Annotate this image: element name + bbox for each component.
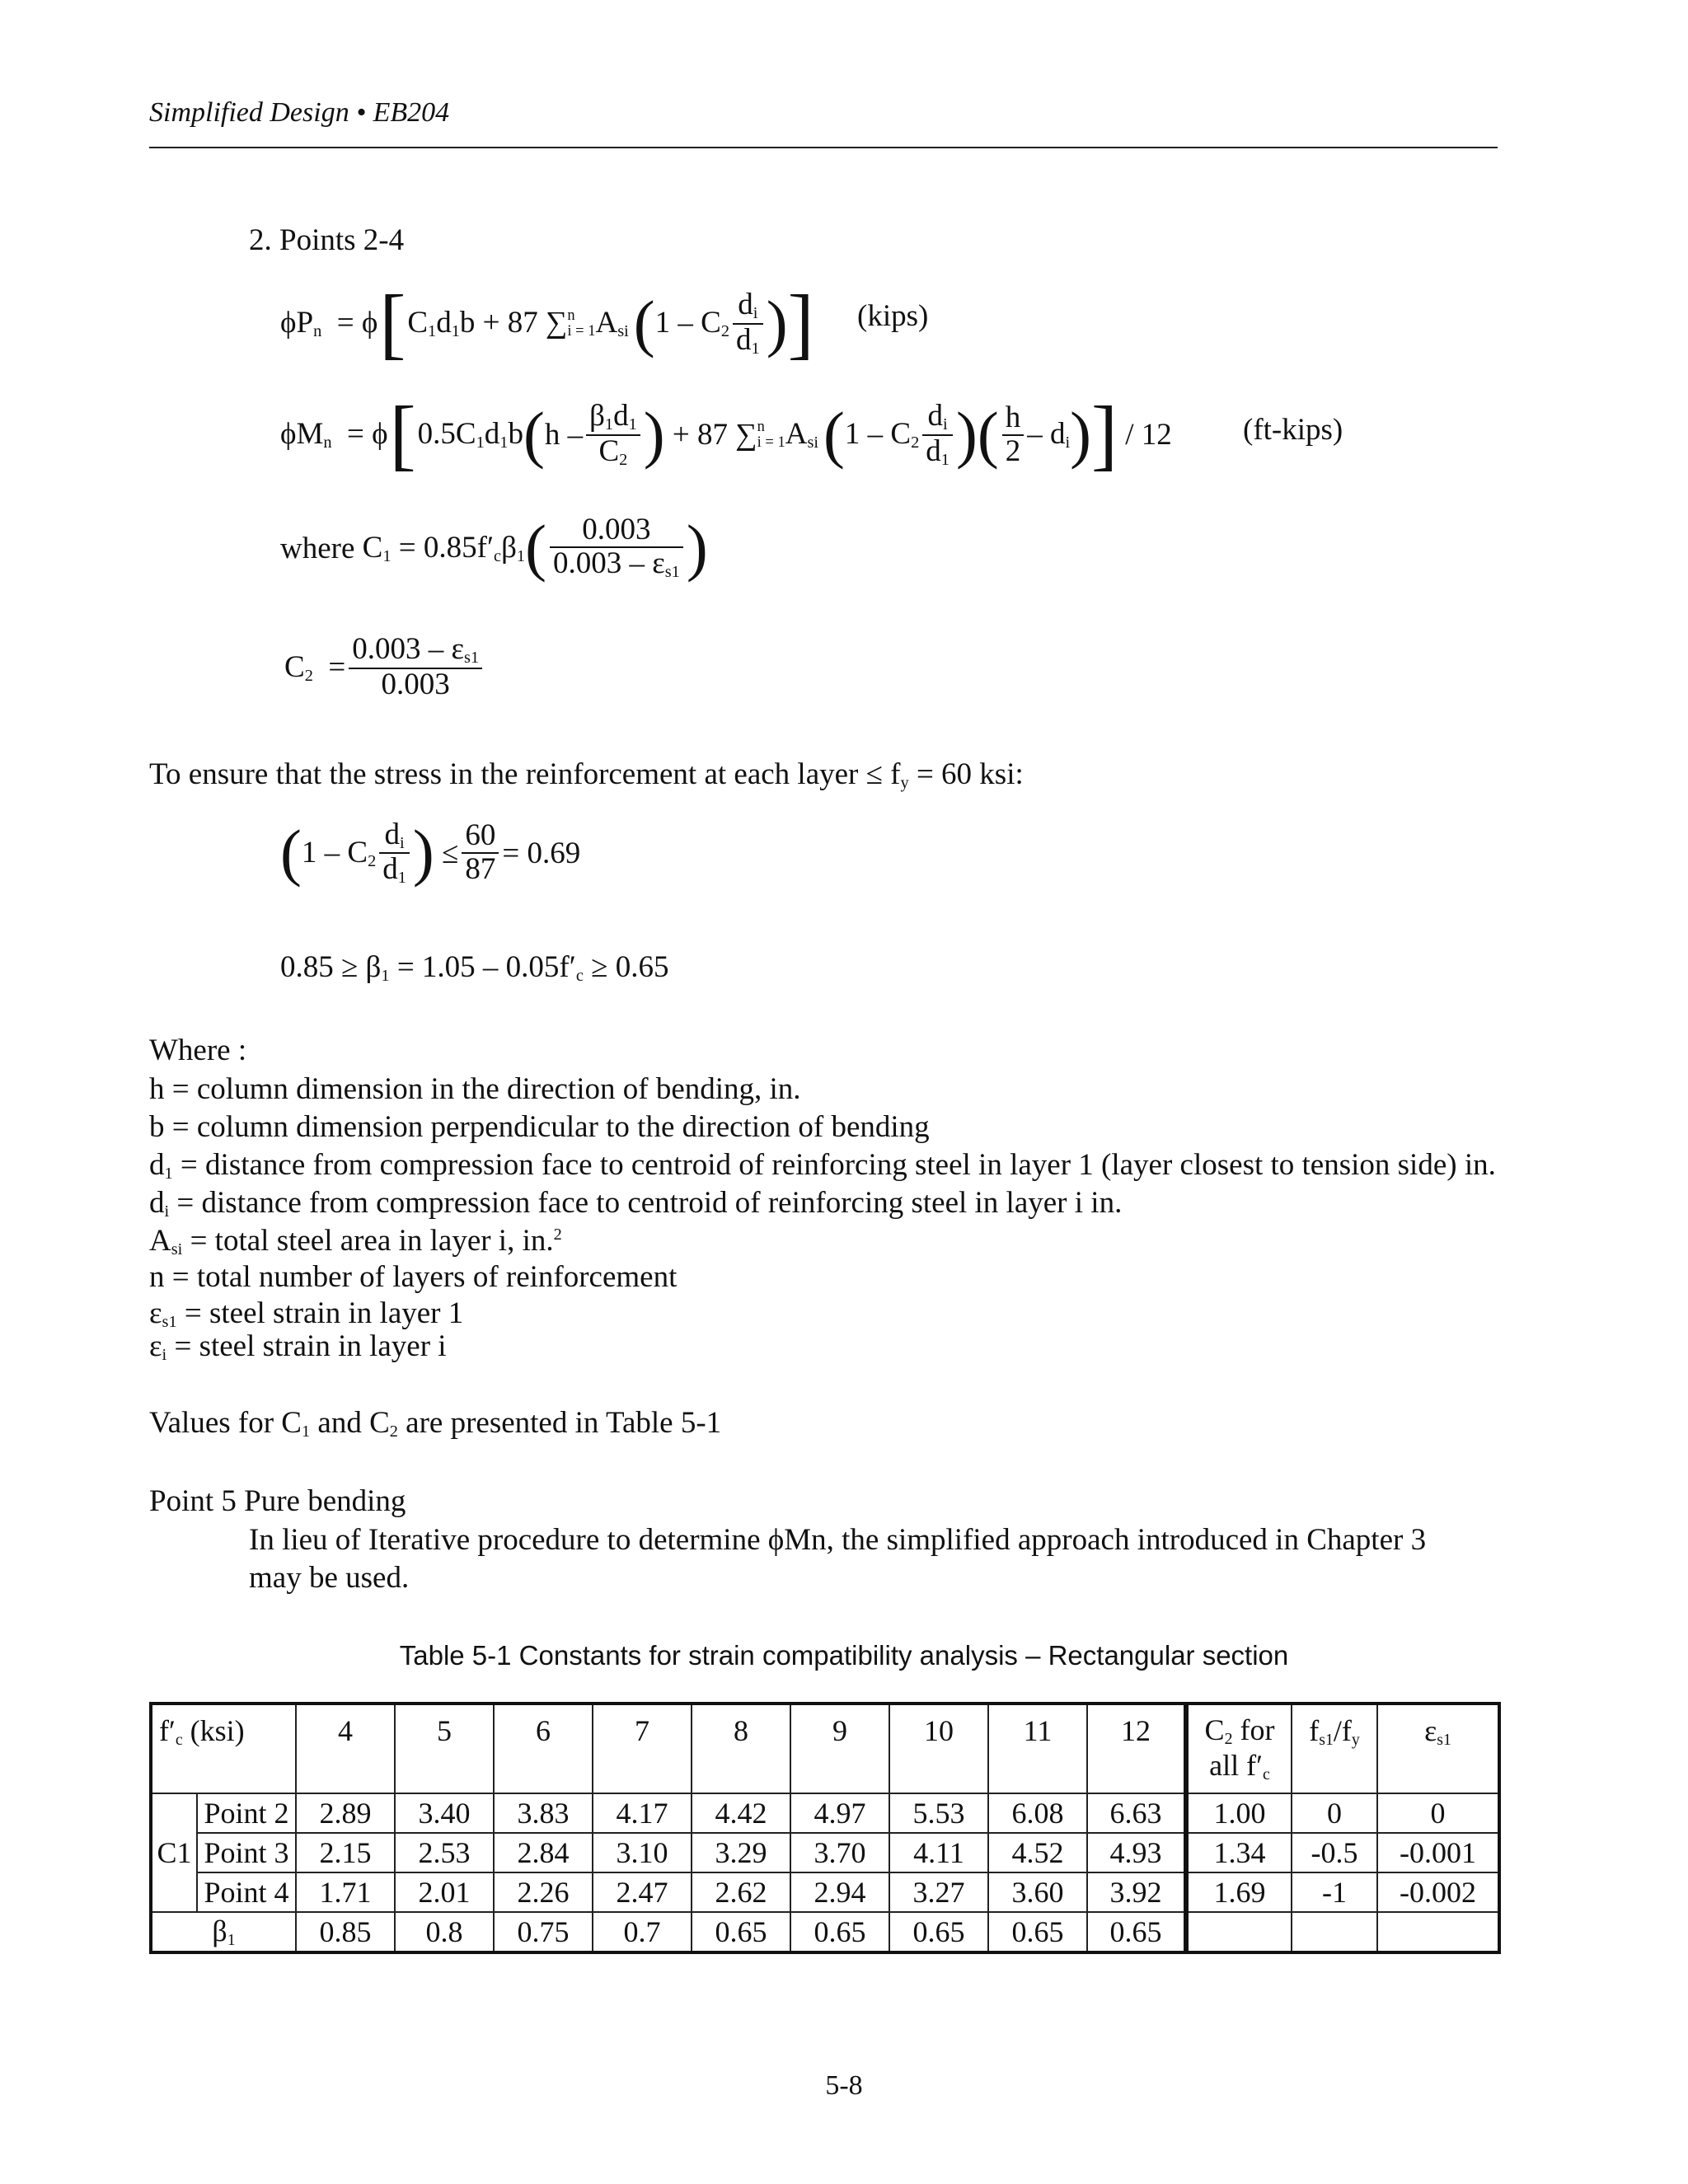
definition-d1: $d_1$ = distance from compression face to centroid of reinforcing steel in layer 1 (layer closest to tension side) in.: [149, 1148, 1496, 1183]
table-cell: 2.94: [790, 1872, 889, 1912]
table-row: [151, 1833, 1499, 1872]
table-cell: 0.65: [1087, 1912, 1186, 1952]
c2-cell: 1.69: [1186, 1872, 1292, 1912]
table-cell: 2.26: [494, 1872, 593, 1912]
table-cell: 4.11: [889, 1833, 988, 1872]
equation-c2: $C_2$ = $\frac{0.003 - \varepsilon_{s1}}{0.003}$: [284, 622, 485, 713]
table-cell: 4.42: [692, 1793, 790, 1833]
table-row: [151, 1872, 1499, 1912]
table-row: [151, 1793, 1499, 1833]
es1-cell: 0: [1377, 1793, 1499, 1833]
fc-value: 11: [988, 1704, 1087, 1793]
where-word: where: [280, 531, 355, 565]
equation-phi-mn: $\phi M_n = \phi$ [ $0.5C_1d_1b$ ( h – $\frac{\beta_1d_1}{C_2}$ ) + 87 ∑ n i = 1 $A_{si}$ ( $1 - C_2$ $\frac{d_i}{d_1}$ ) ( $\frac{h}{2}$ – $d_i$ ) ] / 12: [280, 390, 1172, 479]
table-cell: 4.93: [1087, 1833, 1186, 1872]
definition-ei: $\varepsilon_i$ = steel strain in layer i: [149, 1329, 447, 1365]
fc-value: 10: [889, 1704, 988, 1793]
table-cell: 3.10: [593, 1833, 692, 1872]
table-cell: 2.84: [494, 1833, 593, 1872]
table-cell: 3.29: [692, 1833, 790, 1872]
table-cell: 5.53: [889, 1793, 988, 1833]
table-cell: 0.85: [296, 1912, 395, 1952]
table-row-beta: [151, 1912, 1499, 1952]
mn-unit: (ft-kips): [1243, 413, 1343, 447]
table-caption: Table 5-1 Constants for strain compatibility analysis – Rectangular section: [399, 1640, 1289, 1671]
es1-header: $\varepsilon_{s1}$: [1377, 1704, 1499, 1793]
points-heading: 2. Points 2-4: [249, 223, 405, 257]
table-cell: 0.7: [593, 1912, 692, 1952]
table-cell: 0.65: [790, 1912, 889, 1952]
definition-h: h = column dimension in the direction of bending, in.: [149, 1072, 801, 1106]
definition-b: b = column dimension perpendicular to the direction of bending: [149, 1110, 930, 1144]
definition-di: $d_i$ = distance from compression face to centroid of reinforcing steel in layer i in.: [149, 1186, 1123, 1221]
c1-label: C1: [151, 1793, 197, 1912]
table-cell: 0.65: [692, 1912, 790, 1952]
fc-value: 4: [296, 1704, 395, 1793]
table-cell: 3.60: [988, 1872, 1087, 1912]
fc-value: 7: [593, 1704, 692, 1793]
row-label: Point 3: [197, 1833, 296, 1872]
table-cell: 0.75: [494, 1912, 593, 1952]
fc-value: 9: [790, 1704, 889, 1793]
point5-line1: In lieu of Iterative procedure to determine ϕMn, the simplified approach introduced in Chapter 3: [249, 1523, 1427, 1557]
fc-value: 6: [494, 1704, 593, 1793]
table-cell: 3.83: [494, 1793, 593, 1833]
definition-n: n = total number of layers of reinforcement: [149, 1260, 678, 1294]
table-cell: 2.62: [692, 1872, 790, 1912]
table-header-row: [151, 1704, 1499, 1793]
c2-header: $C_2$ for all $f'_c$: [1186, 1704, 1292, 1793]
pn-unit: (kips): [857, 299, 929, 333]
beta-label: $\beta_1$: [151, 1912, 296, 1952]
table-cell: 6.08: [988, 1793, 1087, 1833]
table-cell: 3.92: [1087, 1872, 1186, 1912]
equation-stress-limit: ( $1 - C_2$ $\frac{d_i}{d_1}$ ) ≤ $\frac{60}{87}$ = 0.69: [280, 817, 581, 888]
empty-cell: [1377, 1912, 1499, 1952]
table-cell: 3.70: [790, 1833, 889, 1872]
table-cell: 1.71: [296, 1872, 395, 1912]
stress-sentence: To ensure that the stress in the reinforcement at each layer ≤ $f_y = 60$ ksi:: [149, 757, 1024, 793]
row-label: Point 4: [197, 1872, 296, 1912]
definitions-heading: Where :: [149, 1033, 247, 1067]
fc-value: 8: [692, 1704, 790, 1793]
equation-phi-pn: $\phi P_n = \phi$ [ $C_1d_1b + 87$ ∑ n i = 1 $A_{si}$ ( $1 - C_2$ $\frac{d_i}{d_1}$ ) ]: [280, 279, 814, 368]
fs-fy-cell: -0.5: [1292, 1833, 1377, 1872]
table-cell: 0.65: [889, 1912, 988, 1952]
fc-value: 12: [1087, 1704, 1186, 1793]
table-cell: 2.01: [395, 1872, 494, 1912]
table-cell: 3.40: [395, 1793, 494, 1833]
table-cell: 4.17: [593, 1793, 692, 1833]
table-cell: 0.8: [395, 1912, 494, 1952]
empty-cell: [1186, 1912, 1292, 1952]
table-cell: 4.97: [790, 1793, 889, 1833]
fc-value: 5: [395, 1704, 494, 1793]
header-rule: [149, 147, 1498, 148]
table-cell: 2.53: [395, 1833, 494, 1872]
empty-cell: [1292, 1912, 1377, 1952]
table-cell: 2.89: [296, 1793, 395, 1833]
page-number: 5-8: [825, 2070, 863, 2101]
es1-cell: -0.001: [1377, 1833, 1499, 1872]
table-cell: 4.52: [988, 1833, 1087, 1872]
es1-cell: -0.002: [1377, 1872, 1499, 1912]
point5-line2: may be used.: [249, 1561, 410, 1595]
values-note: Values for $C_1$ and $C_2$ are presented in Table 5-1: [149, 1406, 722, 1441]
table-cell: 6.63: [1087, 1793, 1186, 1833]
definition-asi: $A_{si}$ = total steel area in layer i, in.$^2$: [149, 1224, 562, 1259]
table-cell: 2.47: [593, 1872, 692, 1912]
table-cell: 2.15: [296, 1833, 395, 1872]
point5-heading: Point 5 Pure bending: [149, 1484, 406, 1518]
row-label: Point 2: [197, 1793, 296, 1833]
fs-fy-header: $f_{s1}/f_y$: [1292, 1704, 1377, 1793]
equation-beta1: $0.85 \ge \beta_1 = 1.05 - 0.05f'_c \ge 0.65$: [280, 950, 669, 986]
fs-fy-cell: -1: [1292, 1872, 1377, 1912]
table-cell: 0.65: [988, 1912, 1087, 1952]
fs-fy-cell: 0: [1292, 1793, 1377, 1833]
running-header: Simplified Design • EB204: [149, 97, 450, 128]
c2-cell: 1.34: [1186, 1833, 1292, 1872]
fc-header: $f'_c$ (ksi): [151, 1704, 296, 1793]
table-cell: 3.27: [889, 1872, 988, 1912]
definition-es1: $\varepsilon_{s1}$ = steel strain in layer 1: [149, 1296, 464, 1332]
equation-c1: where $C_1 = 0.85f'_c\beta_1$ ( $\frac{0.003}{0.003 - \varepsilon_{s1}}$ ): [280, 512, 708, 583]
c2-cell: 1.00: [1186, 1793, 1292, 1833]
constants-table: [149, 1702, 1501, 1954]
